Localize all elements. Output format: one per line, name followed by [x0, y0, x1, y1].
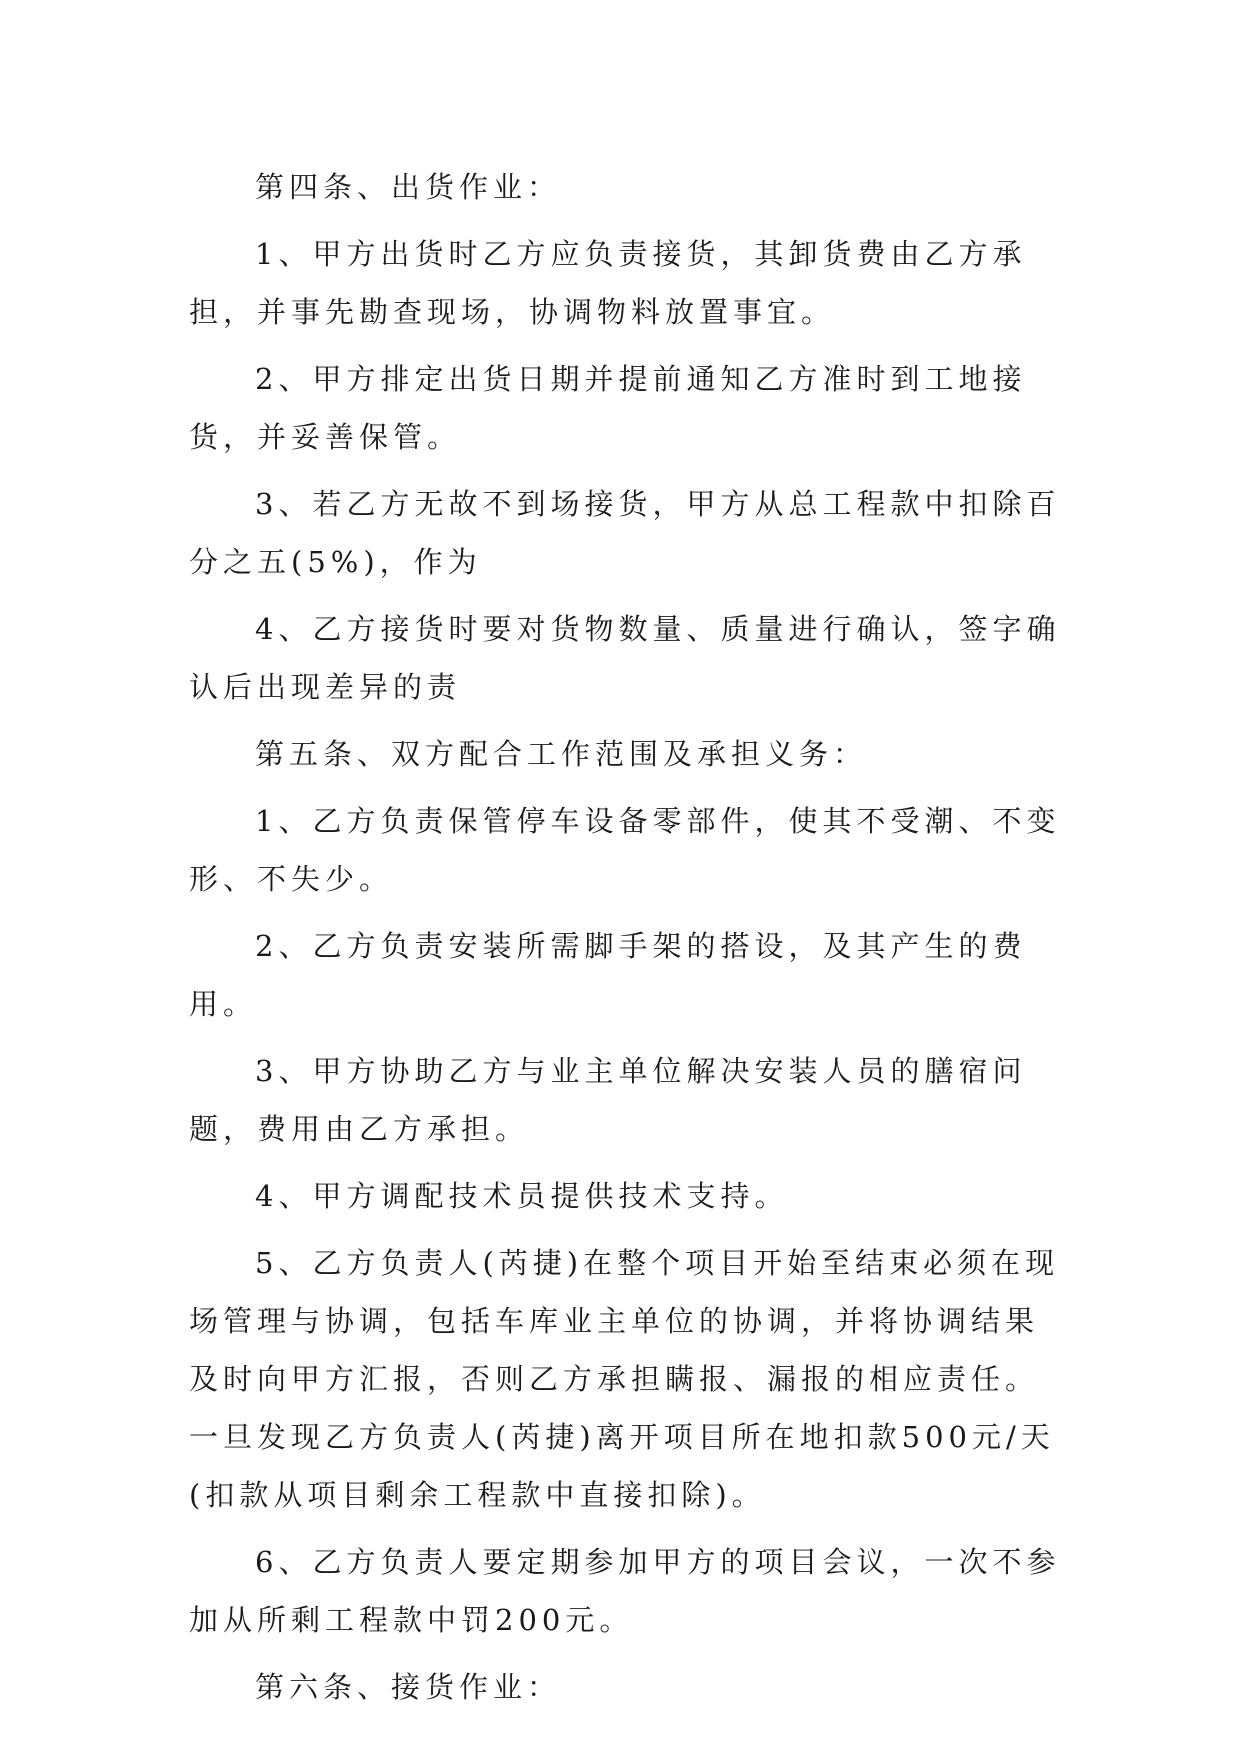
clause-4-2: 2、甲方排定出货日期并提前通知乙方准时到工地接货，并妥善保管。 — [189, 362, 1027, 454]
clause-5-6: 6、乙方负责人要定期参加甲方的项目会议，一次不参加从所剩工程款中罚200元。 — [189, 1545, 1061, 1637]
section-heading-4: 第四条、出货作业： — [255, 170, 562, 204]
clause-5-2: 2、乙方负责安装所需脚手架的搭设，及其产生的费用。 — [189, 929, 1027, 1021]
clause-4-1: 1、甲方出货时乙方应负责接货，其卸货费由乙方承担，并事先勘查现场，协调物料放置事宜。 — [189, 237, 1027, 329]
clause-5-5: 5、乙方负责人(芮捷)在整个项目开始至结束必须在现场管理与协调，包括车库业主单位的协调，并将协调结果及时向甲方汇报，否则乙方承担瞒报、漏报的相应责任。一旦发现乙方负责人(芮捷)离开项目所在地扣款500元/天(扣款从项目剩余工程款中直接扣除)。 — [189, 1246, 1060, 1512]
clause-5-3: 3、甲方协助乙方与业主单位解决安装人员的膳宿问题，费用由乙方承担。 — [189, 1054, 1027, 1146]
document-body — [189, 158, 1061, 1725]
clause-4-3: 3、若乙方无故不到场接货，甲方从总工程款中扣除百分之五(5%)，作为 — [189, 487, 1061, 579]
clause-5-1: 1、乙方负责保管停车设备零部件，使其不受潮、不变形、不失少。 — [189, 804, 1061, 896]
section-heading-5: 第五条、双方配合工作范围及承担义务： — [255, 737, 868, 771]
section-heading-6: 第六条、接货作业： — [255, 1670, 562, 1704]
clause-4-4: 4、乙方接货时要对货物数量、质量进行确认，签字确认后出现差异的责 — [189, 612, 1061, 704]
clause-5-4: 4、甲方调配技术员提供技术支持。 — [255, 1179, 789, 1213]
